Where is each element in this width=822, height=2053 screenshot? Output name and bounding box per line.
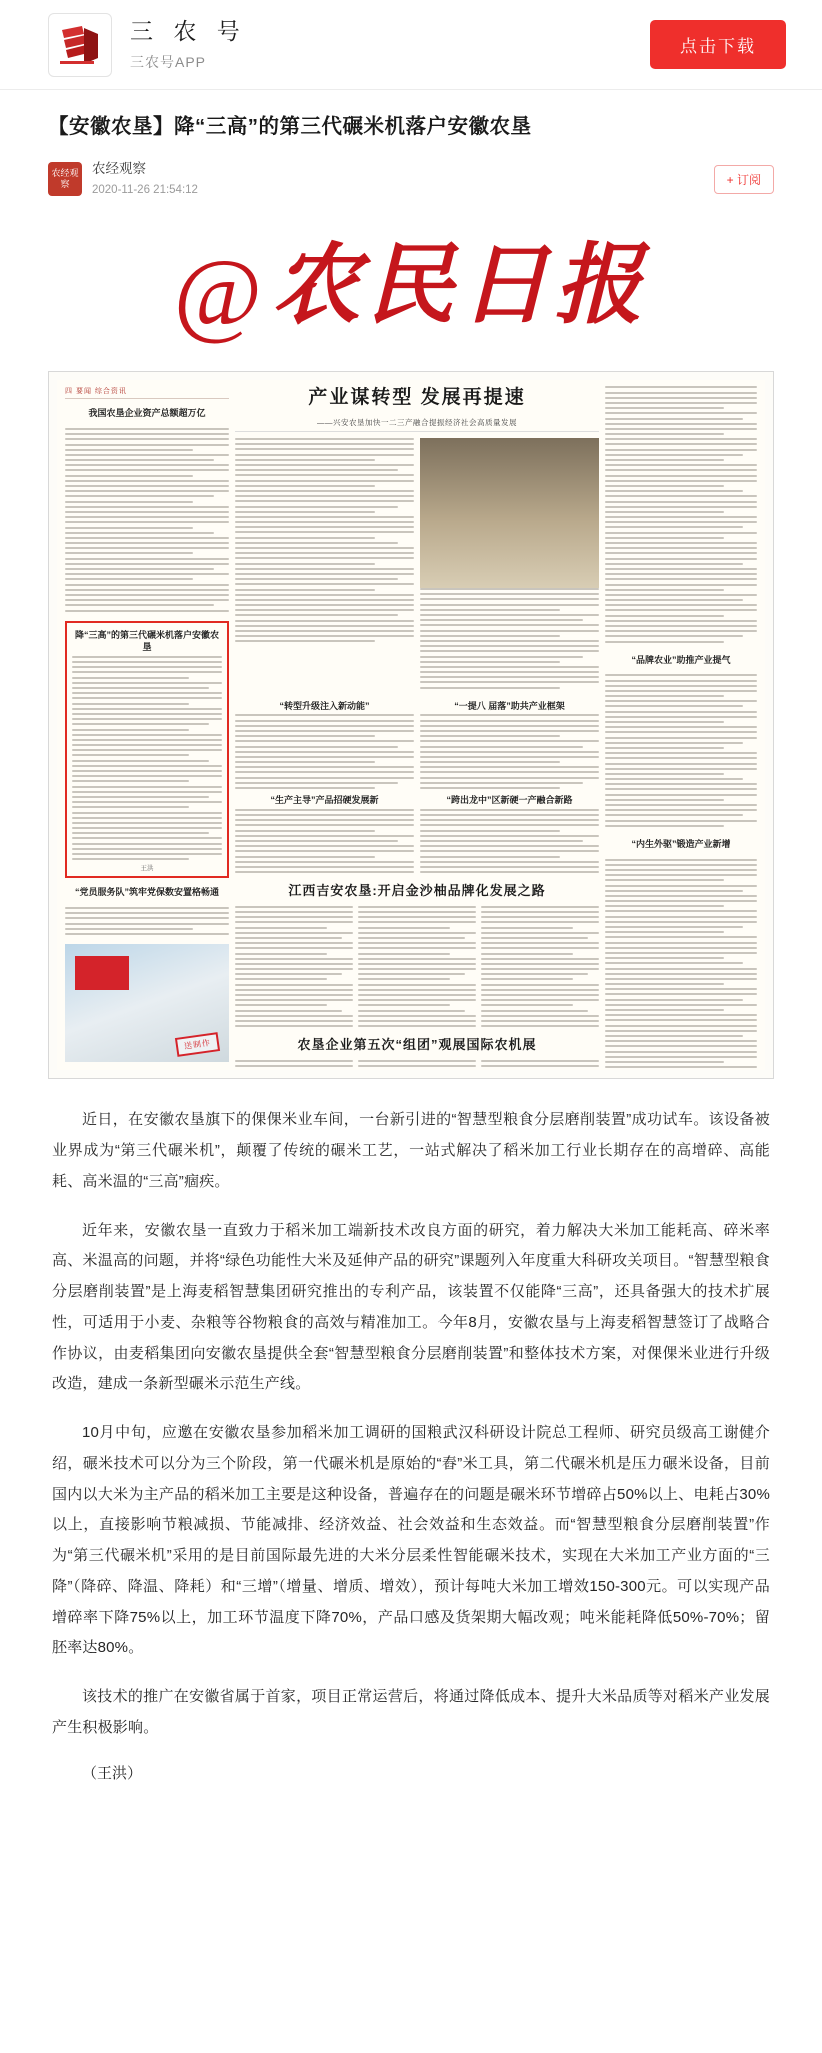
newspaper-center-sub-3: “生产主导”产品招硬发展新 [270, 795, 379, 806]
at-sign-glyph: @ [173, 239, 263, 347]
newspaper-center-textcol [235, 438, 414, 692]
newspaper-section-header: 四 要闻 综合资讯 [65, 386, 229, 399]
newspaper-center-lines-e [235, 809, 414, 873]
publish-timestamp: 2020-11-26 21:54:12 [92, 184, 198, 196]
newspaper-center-col2 [420, 698, 599, 876]
newspaper-left-title-1: 我国农垦企业资产总额超万亿 [88, 408, 206, 419]
newspaper-center-col1 [235, 698, 414, 876]
newspaper-photo-flag [65, 944, 229, 1062]
newspaper-right-lines-1 [605, 386, 757, 645]
download-button[interactable]: 点击下载 [650, 20, 786, 69]
app-header [0, 0, 822, 90]
brand-title: 三 农 号 [130, 18, 247, 45]
byline-text [92, 159, 198, 200]
newspaper-left-title-2: “党员服务队”筑牢党保数安置格畅通 [74, 887, 219, 898]
masthead-inner [48, 238, 774, 347]
newspaper-main-title: 产业谋转型 发展再提速 [308, 387, 526, 409]
newspaper-section2-title: 江西吉安农垦:开启金沙柚品牌化发展之路 [288, 883, 546, 899]
newspaper-center-top [235, 438, 599, 692]
newspaper-center-mid [235, 698, 599, 876]
brand-subtitle: 三农号APP [130, 53, 207, 70]
newspaper-section3-body [235, 1060, 599, 1071]
newspaper-column-left [65, 386, 229, 1070]
newspaper-column-right [605, 386, 757, 1070]
newspaper-main-subtitle: ——兴安农垦加快一二三产融合提振经济社会高质量发展 [235, 417, 599, 432]
subscribe-button[interactable]: + 订阅 [714, 165, 774, 194]
byline [48, 159, 774, 206]
newspaper-center-lines-a [235, 438, 414, 642]
avatar-label: 农经观察 [51, 168, 79, 190]
highlighted-article-sign: 王洪 [140, 865, 154, 873]
newspaper-right-lines-2 [605, 674, 757, 830]
newspaper-scan[interactable] [48, 371, 774, 1079]
avatar[interactable] [48, 162, 82, 196]
article-body [0, 1079, 822, 1798]
highlighted-article-box [65, 621, 229, 879]
highlighted-article-title: 降“三高”的第三代碾米机落户安徽农垦 [74, 629, 219, 653]
newspaper-section3-title: 农垦企业第五次“组团”观展国际农机展 [297, 1037, 537, 1053]
newspaper-center-sub-4: “跨出龙中”区新硬一产融合新路 [446, 795, 573, 806]
newspaper-center-sub-2: “一提八 届落”助共产业框架 [454, 700, 565, 711]
newspaper-right-sub-2: “内生外驱”锻造产业新增 [631, 838, 731, 849]
newspaper-center-lines-f [420, 809, 599, 873]
article-signature: （王洪） [82, 1764, 143, 1782]
newspaper-section2-body [235, 906, 599, 1031]
page-title: 【安徽农垦】降“三高”的第三代碾米机落户安徽农垦 [48, 115, 532, 138]
newspaper-center-lines-b [420, 588, 599, 689]
newspaper-section3-lines-3 [481, 1060, 599, 1071]
masthead-title: 农民日报 [272, 238, 649, 336]
newspaper-left-title-3 [65, 1068, 229, 1070]
newspaper-center-sub-1: “转型升级注入新动能” [279, 700, 370, 711]
article-header [0, 90, 822, 205]
newspaper-section2-lines-3 [481, 906, 599, 1031]
newspaper-center-lines-d [420, 714, 599, 789]
newspaper-body-lines [65, 428, 229, 615]
newspaper-right-lines-3 [605, 859, 757, 1071]
photo-stamp: 送制作 [175, 1032, 220, 1057]
article-paragraph: 近日，在安徽农垦旗下的倮倮米业车间，一台新引进的“智慧型粮食分层磨削装置”成功试车。该设备被业界成为“第三代碾米机”，颠覆了传统的碾米工艺，一站式解决了稻米加工行业长期存在的高增碎、高能耗、高米温的“三高”痼疾。 [52, 1111, 770, 1190]
newspaper-center-lines-c [235, 714, 414, 789]
masthead-image [0, 205, 822, 345]
newspaper-left-lines-2 [65, 907, 229, 938]
newspaper-page [57, 380, 765, 1070]
sannonghao-logo-icon [58, 24, 102, 66]
article-paragraph: 该技术的推广在安徽省属于首家，项目正常运营后，将通过降低成本、提升大米品质等对稻米产业发展产生积极影响。 [52, 1688, 770, 1736]
newspaper-section3-lines-1 [235, 1060, 353, 1071]
newspaper-section2-lines-2 [358, 906, 476, 1031]
newspaper-section3-lines-2 [358, 1060, 476, 1071]
app-logo [48, 13, 112, 77]
newspaper-column-center [235, 386, 599, 1070]
brand-block [130, 17, 247, 72]
newspaper-section2-lines-1 [235, 906, 353, 1031]
newspaper-right-sub-1: “品牌农业”助推产业提气 [631, 654, 731, 665]
newspaper-center-photocol [420, 438, 599, 692]
highlighted-article-lines [72, 656, 222, 860]
article-paragraph: 10月中旬，应邀在安徽农垦参加稻米加工调研的国粮武汉科研设计院总工程师、研究员级高工谢健介绍，碾米技术可以分为三个阶段，第一代碾米机是原始的“舂”米工具，第二代碾米机是压力碾米设备，目前国内以大米为主产品的稻米加工主要是这种设备，普遍存在的问题是碾米环节增碎占50%以上、电耗占30%以上，直接影响节粮减损、节能减排、经济效益、社会效益和生态效益。而“智慧型粮食分层磨削装置”作为“第三代碾米机”采用的是目前国际最先进的大米分层柔性智能碾米技术，实现在大米加工产业方面的“三降”（降碎、降温、降耗）和“三增”（增量、增质、增效），预计每吨大米加工增效150-300元。可以实现产品增碎率下降75%以上，加工环节温度下降70%，产品口感及货架期大幅改观；吨米能耗降低50%-70%；留胚率达80%。 [52, 1424, 770, 1657]
author-name[interactable]: 农经观察 [92, 160, 146, 176]
newspaper-photo-sheep [420, 438, 599, 588]
article-paragraph: 近年来，安徽农垦一直致力于稻米加工端新技术改良方面的研究，着力解决大米加工能耗高、碎米率高、米温高的问题，并将“绿色功能性大米及延伸产品的研究”课题列入年度重大科研攻关项目。“智慧型粮食分层磨削装置”是上海麦稻智慧集团研究推出的专利产品，该装置不仅能降“三高”，还具备强大的技术扩展性，可适用于小麦、杂粮等谷物粮食的高效与精准加工。今年8月，安徽农垦与上海麦稻智慧签订了战略合作协议，由麦稻集团向安徽农垦提供全套“智慧型粮食分层磨削装置”和整体技术方案，对倮倮米业进行升级改造，建成一条新型碾米示范生产线。 [52, 1221, 770, 1393]
